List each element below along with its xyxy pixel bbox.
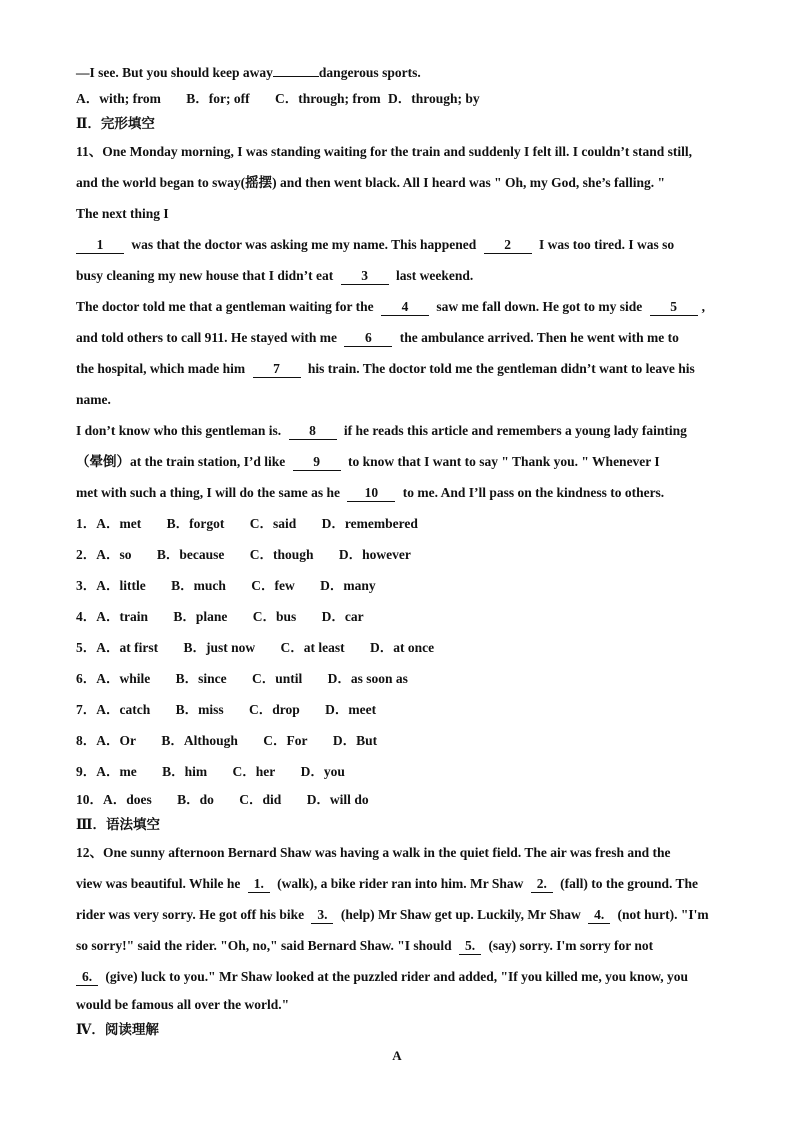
option-c[interactable]: C．until — [252, 671, 303, 686]
grammar-blank[interactable]: 2. — [531, 876, 553, 893]
passage-line: met with such a thing, I will do the same as he 10 to me. And I’ll pass on the kindness to others. — [76, 485, 665, 500]
option-c: C．through; from — [274, 91, 381, 106]
option-row: 4．A．train B．plane C．bus D．car — [76, 601, 726, 632]
option-a[interactable]: A．Or — [96, 733, 136, 748]
option-a[interactable]: A．while — [96, 671, 151, 686]
cloze-blank[interactable]: 2 — [484, 237, 532, 254]
option-a[interactable]: A．so — [96, 547, 132, 562]
passage-line: rider was very sorry. He got off his bike 3. (help) Mr Shaw get up. Luckily, Mr Shaw 4. (not hurt). "I'm — [76, 907, 709, 922]
option-c[interactable]: C．drop — [249, 702, 300, 717]
option-a[interactable]: A．catch — [96, 702, 151, 717]
passage-line: 1 was that the doctor was asking me my name. This happened 2 I was too tired. I was so — [76, 229, 726, 260]
option-c[interactable]: C．bus — [252, 609, 297, 624]
option-d[interactable]: D．But — [332, 733, 378, 748]
option-a: A．with; from — [76, 91, 161, 106]
option-c[interactable]: C．said — [249, 516, 297, 531]
option-c[interactable]: C．For — [263, 733, 308, 748]
question-options — [76, 86, 726, 112]
option-c[interactable]: C．though — [249, 547, 314, 562]
option-row: 7．A．catch B．miss C．drop D．meet — [76, 694, 726, 725]
passage-line: I don’t know who this gentleman is. 8 if he reads this article and remembers a young lady fainting — [76, 423, 687, 438]
option-a[interactable]: A．me — [96, 764, 137, 779]
option-b[interactable]: B．forgot — [166, 516, 225, 531]
option-b: B．for; off — [186, 91, 250, 106]
cloze-options-list — [76, 508, 726, 813]
option-b[interactable]: B．because — [156, 547, 225, 562]
section-heading-cloze: Ⅱ．完形填空 — [76, 116, 155, 131]
option-b[interactable]: B．do — [177, 792, 214, 807]
option-d[interactable]: D．car — [321, 609, 364, 624]
grammar-blank[interactable]: 6. — [76, 969, 98, 986]
grammar-blank[interactable]: 4. — [588, 907, 610, 924]
cloze-blank[interactable]: 5 — [650, 299, 698, 316]
option-b[interactable]: B．since — [175, 671, 227, 686]
cloze-blank[interactable]: 4 — [381, 299, 429, 316]
option-a[interactable]: A．met — [96, 516, 142, 531]
option-row: 6．A．while B．since C．until D．as soon as — [76, 663, 726, 694]
option-b[interactable]: B．just now — [183, 640, 256, 655]
passage-line: 11、One Monday morning, I was standing waiting for the train and suddenly I felt ill. I couldn’t stand still, — [76, 144, 692, 159]
option-d: D．through; by — [388, 91, 480, 106]
option-row: 1．A．met B．forgot C．said D．remembered — [76, 508, 726, 539]
option-d[interactable]: D．meet — [325, 702, 377, 717]
cloze-blank[interactable]: 7 — [253, 361, 301, 378]
section-heading-grammar: Ⅲ．语法填空 — [76, 817, 160, 832]
option-row: 9．A．me B．him C．her D．you — [76, 756, 726, 787]
option-a[interactable]: A．train — [96, 609, 148, 624]
passage-label: A — [392, 1048, 402, 1063]
option-b[interactable]: B．much — [171, 578, 226, 593]
passage-line: 12、One sunny afternoon Bernard Shaw was having a walk in the quiet field. The air was fresh and the — [76, 845, 671, 860]
passage-line: the hospital, which made him 7 his train. The doctor told me the gentleman didn’t want to leave his — [76, 361, 695, 376]
section-heading-reading: Ⅳ．阅读理解 — [76, 1022, 159, 1037]
passage-line: view was beautiful. While he 1. (walk), a bike rider ran into him. Mr Shaw 2. (fall) to the ground. The — [76, 876, 699, 891]
passage-line: would be famous all over the world." — [76, 997, 290, 1012]
option-d[interactable]: D．will do — [306, 792, 369, 807]
option-d[interactable]: D．you — [300, 764, 345, 779]
option-a[interactable]: A．little — [96, 578, 146, 593]
option-d[interactable]: D．as soon as — [327, 671, 408, 686]
grammar-blank[interactable]: 1. — [248, 876, 270, 893]
option-b[interactable]: B．Although — [161, 733, 238, 748]
option-row: 3．A．little B．much C．few D．many — [76, 570, 726, 601]
option-c[interactable]: C．at least — [280, 640, 345, 655]
option-b[interactable]: B．plane — [173, 609, 228, 624]
cloze-blank[interactable]: 1 — [76, 237, 124, 254]
option-a[interactable]: A．at first — [96, 640, 159, 655]
option-row: 2．A．so B．because C．though D．however — [76, 539, 726, 570]
grammar-blank[interactable]: 5. — [459, 938, 481, 955]
grammar-blank[interactable]: 3. — [311, 907, 333, 924]
cloze-blank[interactable]: 6 — [344, 330, 392, 347]
option-a[interactable]: A．does — [103, 792, 152, 807]
option-d[interactable]: D．many — [320, 578, 376, 593]
answer-blank[interactable] — [273, 62, 319, 77]
option-c[interactable]: C．her — [232, 764, 276, 779]
passage-line: The doctor told me that a gentleman waiting for the 4 saw me fall down. He got to my side 5 , — [76, 299, 705, 314]
option-d[interactable]: D．however — [338, 547, 411, 562]
passage-line: and told others to call 911. He stayed with me 6 the ambulance arrived. Then he went with me to — [76, 330, 679, 345]
option-row: 10．A．does B．do C．did D．will do — [76, 787, 726, 813]
passage-line: The next thing I — [76, 206, 169, 221]
option-c[interactable]: C．did — [239, 792, 282, 807]
passage-line: so sorry!" said the rider. "Oh, no," said Bernard Shaw. "I should 5. (say) sorry. I'm sorry for not — [76, 938, 654, 953]
passage-line: 6. (give) luck to you." Mr Shaw looked at the puzzled rider and added, "If you killed me, you know, you — [76, 961, 726, 992]
passage-line: and the world began to sway(摇摆) and then went black. All I heard was " Oh, my God, she’s falling. " — [76, 175, 666, 190]
cloze-blank[interactable]: 10 — [347, 485, 395, 502]
cloze-blank[interactable]: 3 — [341, 268, 389, 285]
cloze-blank[interactable]: 8 — [289, 423, 337, 440]
passage-line: busy cleaning my new house that I didn’t eat 3 last weekend. — [76, 268, 474, 283]
passage-line: （晕倒）at the train station, I’d like 9 to know that I want to say " Thank you. " Whenever I — [76, 454, 660, 469]
option-d[interactable]: D．at once — [370, 640, 435, 655]
exam-page — [76, 60, 726, 1042]
cloze-blank[interactable]: 9 — [293, 454, 341, 471]
option-b[interactable]: B．him — [162, 764, 208, 779]
option-row: 5．A．at first B．just now C．at least D．at once — [76, 632, 726, 663]
option-c[interactable]: C．few — [251, 578, 295, 593]
option-row: 8．A．Or B．Although C．For D．But — [76, 725, 726, 756]
passage-line: name. — [76, 392, 111, 407]
question-stem: —I see. But you should keep away dangerous sports. — [76, 60, 726, 86]
option-d[interactable]: D．remembered — [321, 516, 418, 531]
option-b[interactable]: B．miss — [175, 702, 224, 717]
